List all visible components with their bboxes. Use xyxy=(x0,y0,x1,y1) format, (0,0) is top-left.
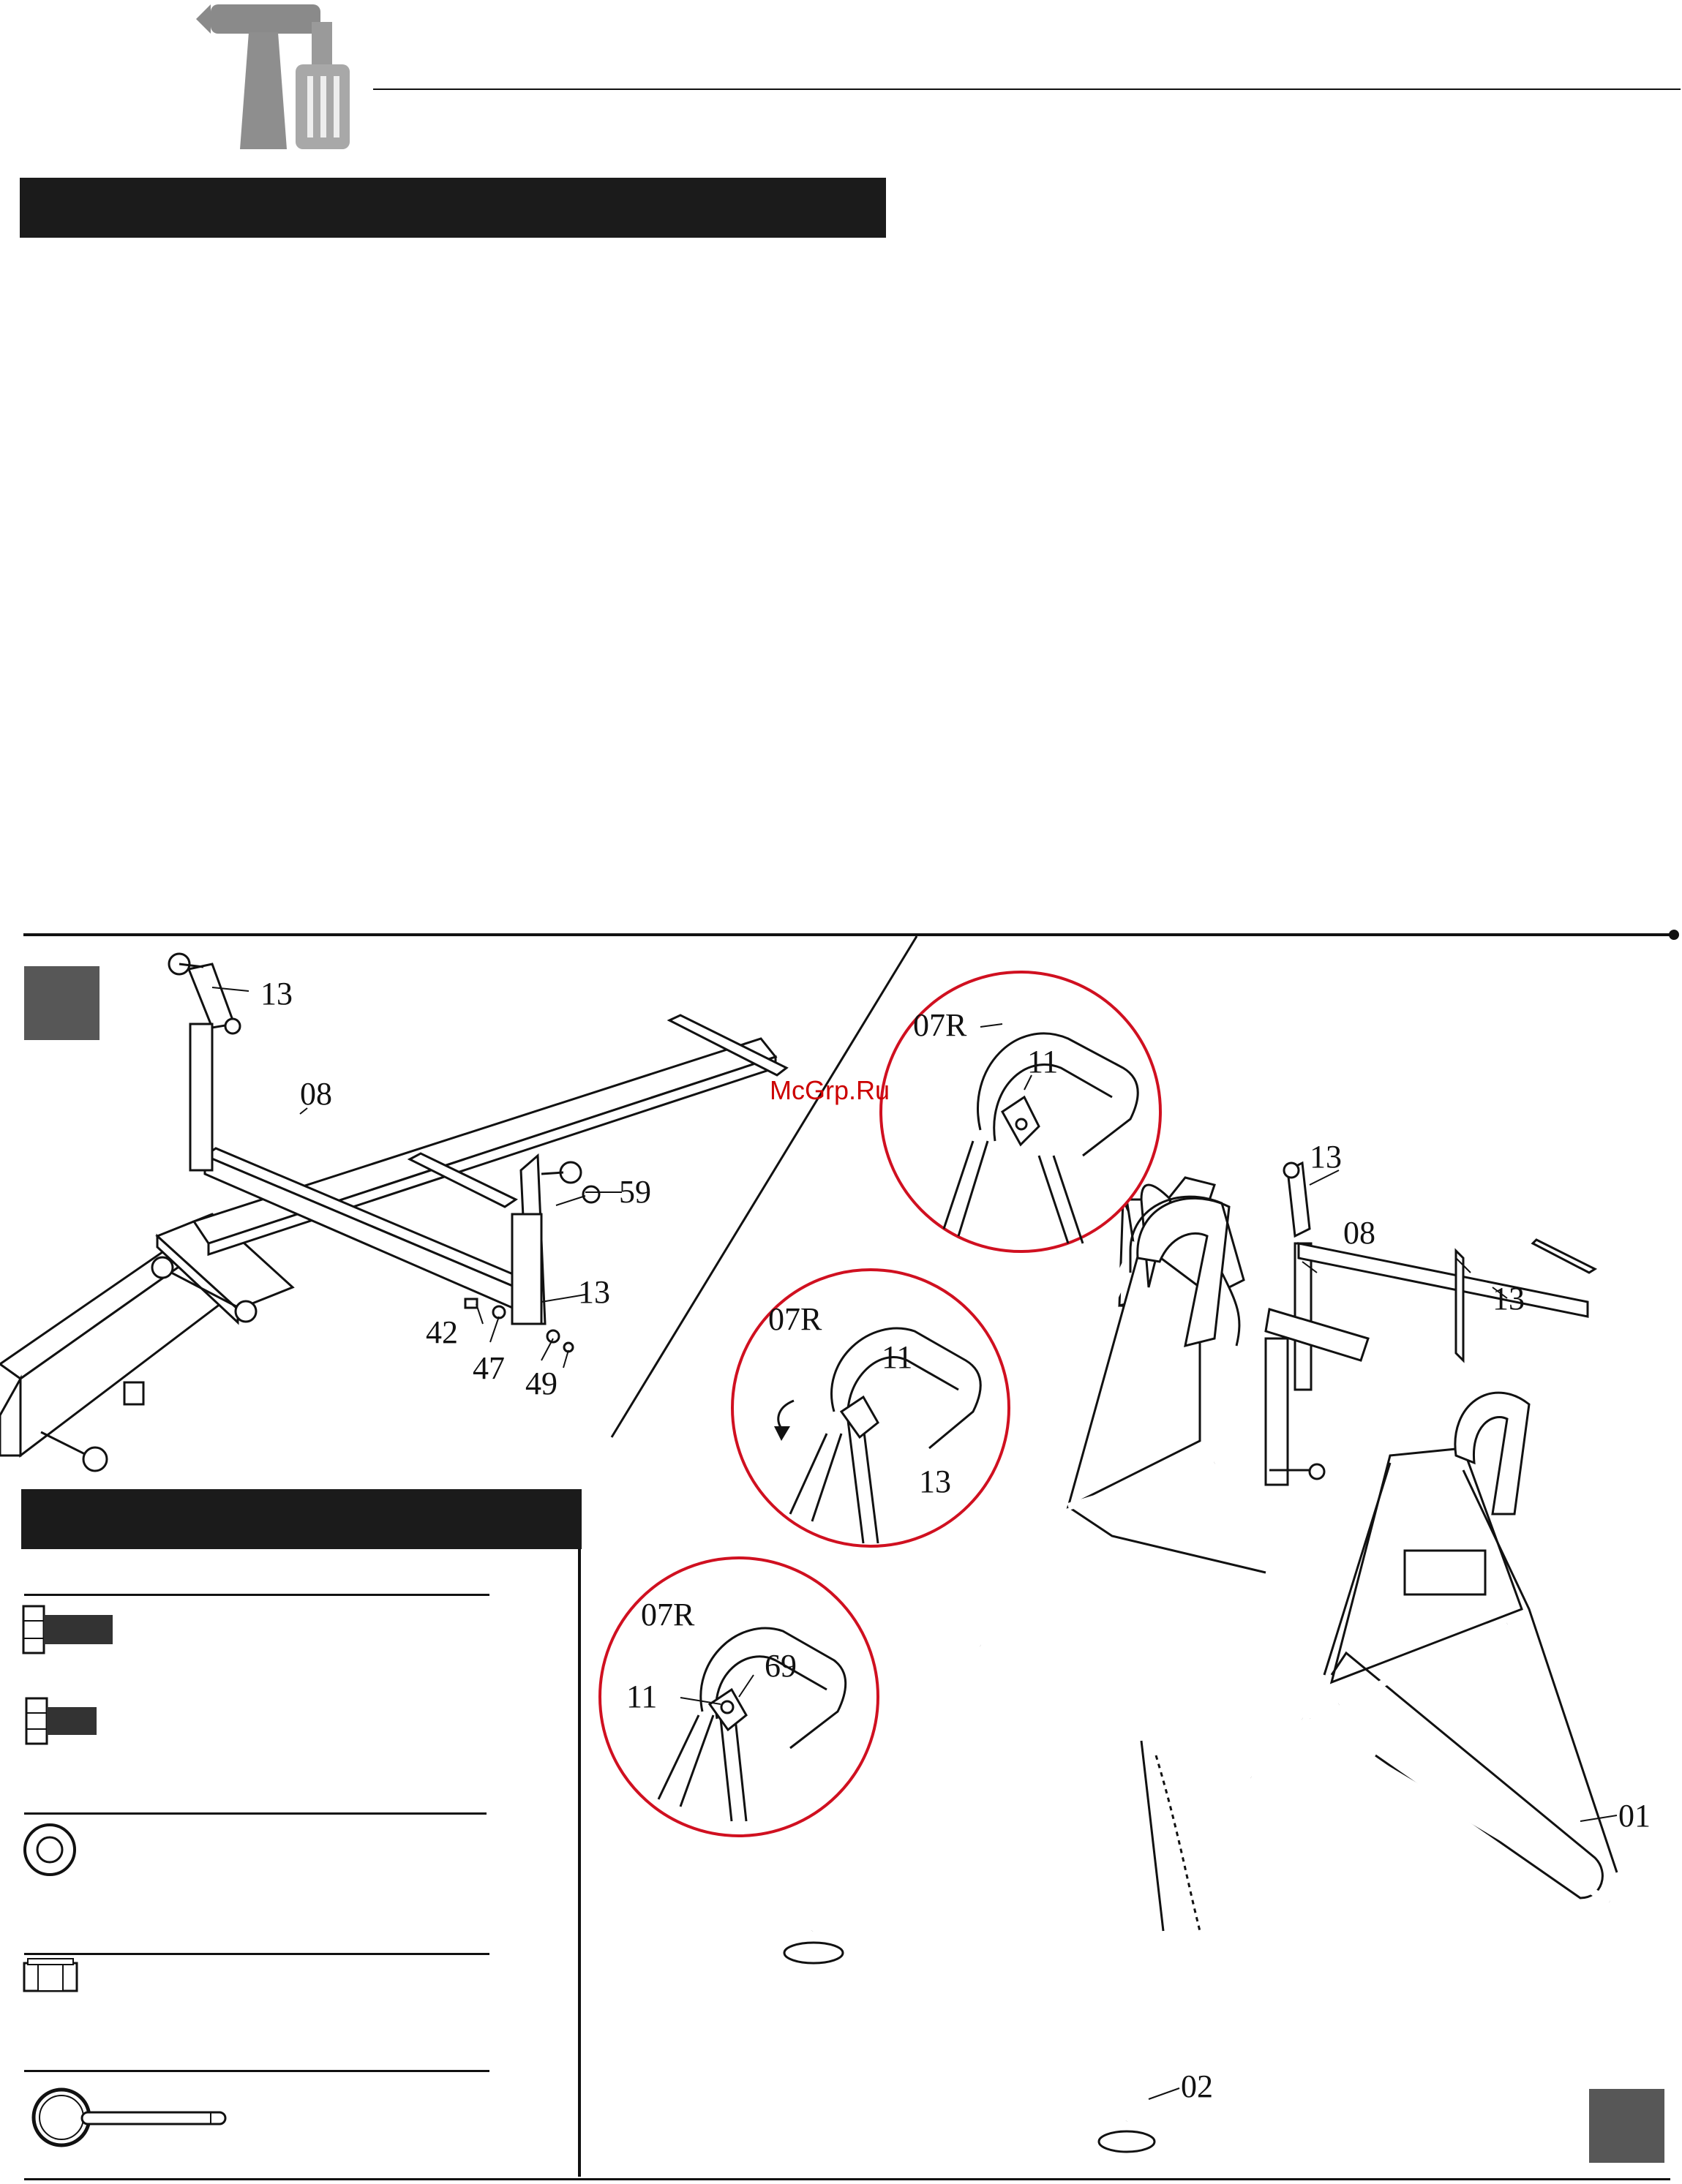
part-label-01: 01 xyxy=(1618,1798,1651,1834)
washer-icon xyxy=(25,1825,75,1875)
part-label-02: 02 xyxy=(1181,2068,1213,2104)
part-label-07r: 07R xyxy=(641,1597,695,1633)
part-label-59: 59 xyxy=(619,1174,651,1210)
part-label-13: 13 xyxy=(1310,1139,1342,1175)
part-label-11: 11 xyxy=(626,1679,658,1714)
part-label-11: 11 xyxy=(1027,1044,1059,1080)
crossbar-assembly-drawing xyxy=(0,954,786,1471)
part-label-69: 69 xyxy=(765,1648,797,1684)
part-label-13: 13 xyxy=(578,1274,610,1310)
hammer-screwdriver-icon xyxy=(196,4,350,149)
part-label-13: 13 xyxy=(1493,1281,1525,1317)
watermark: McGrp.Ru xyxy=(770,1075,890,1105)
part-label-42: 42 xyxy=(426,1314,458,1350)
part-label-08: 08 xyxy=(1343,1215,1375,1251)
part-label-13: 13 xyxy=(260,976,293,1012)
small-crossbar-drawing xyxy=(1266,1163,1595,1485)
part-label-11: 11 xyxy=(882,1339,913,1375)
ring-pin-icon xyxy=(34,2090,225,2145)
divider-end-dot xyxy=(1669,930,1679,940)
part-label-13: 13 xyxy=(919,1464,951,1499)
part-label-47: 47 xyxy=(473,1350,505,1386)
part-label-49: 49 xyxy=(525,1366,557,1401)
hex-bolt-long-icon xyxy=(23,1606,113,1653)
lock-nut-icon xyxy=(24,1959,77,1991)
part-label-08: 08 xyxy=(300,1076,332,1112)
part-label-07r: 07R xyxy=(913,1007,967,1043)
part-label-07r: 07R xyxy=(768,1301,822,1337)
hex-bolt-short-icon xyxy=(26,1698,97,1744)
